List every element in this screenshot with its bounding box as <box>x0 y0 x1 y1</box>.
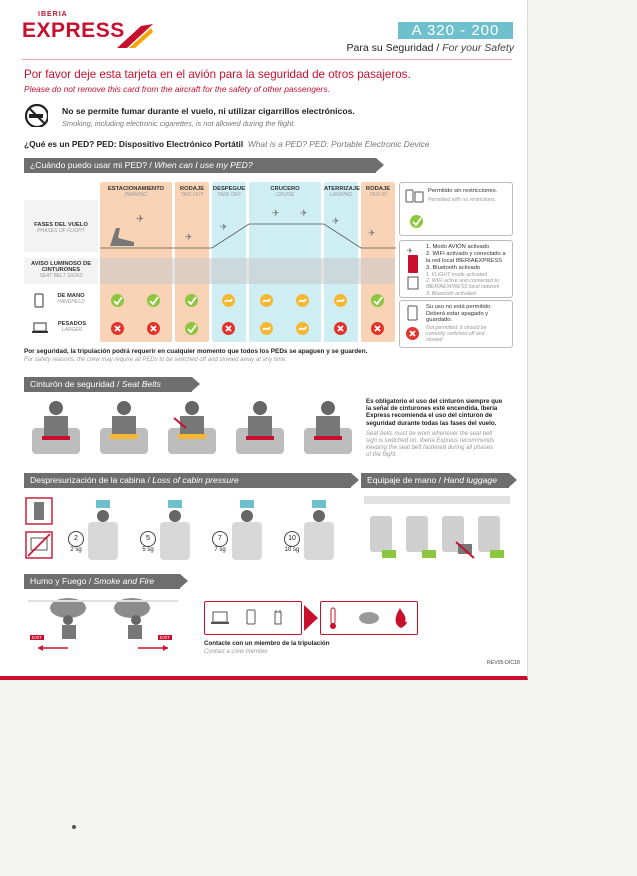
timer-step-3-label: 7 sg <box>214 547 226 553</box>
paper-speck <box>72 825 76 829</box>
row-phases-es: FASES DEL VUELO <box>34 222 88 228</box>
handheld-green-badge-icon <box>147 294 160 307</box>
legend-permitted-es: Permitido sin restricciones. <box>428 188 498 194</box>
phase-landing-en: LANDING <box>329 192 353 198</box>
seatbelt-en-line-3: keeping the seat belt fastened during all phases <box>366 444 494 451</box>
row-handheld-en: HANDHELD <box>57 299 85 305</box>
row-larger-en: LARGER <box>61 327 83 333</box>
legend-red-cross-icon <box>406 327 419 340</box>
notpermitted-en-line-3: stowed <box>426 337 443 344</box>
larger-red-badge-icon <box>111 322 124 335</box>
timer-step-4-label: 10 sg <box>284 547 300 553</box>
legend-green-check-icon <box>410 215 423 228</box>
ped-footnote-en: For safety reasons, the crew may require all PEDs to be switched off and stowed away at any time. <box>24 357 287 363</box>
ped-banner-arrow <box>376 158 384 172</box>
larger-yellow-badge-icon <box>260 322 273 335</box>
device-off-icon <box>405 305 421 321</box>
notpermitted-es-line-3: guardado. <box>426 317 453 323</box>
svg-text:✈: ✈ <box>136 214 145 225</box>
seatbelt-banner <box>24 377 192 392</box>
luggage-banner-es: Equipaje de mano / <box>367 475 444 485</box>
ped-footnote-es: Por seguridad, la tripulación podrá requerir en cualquier momento que todos los PEDs se apaguen y se guarden. <box>24 348 368 355</box>
timer-step-1-label: 2 sg <box>70 547 82 553</box>
larger-red-badge-icon <box>371 322 384 335</box>
mode-es-line-1: 1. Modo AVIÓN activado <box>426 244 490 250</box>
phase-cruise-en: CRUISE <box>275 192 295 198</box>
devices-icon <box>404 187 424 207</box>
pressure-banner <box>24 473 351 488</box>
notpermitted-es-line-2: Deberá estar apagado y <box>426 310 489 317</box>
ped-usage-banner <box>24 158 376 173</box>
phase-parking-en: PARKING <box>124 192 148 198</box>
seatbelt-step-1 <box>32 401 80 454</box>
handheld-green-badge-icon <box>185 294 198 307</box>
card-revision-code: REV05-DIC18 <box>487 660 520 666</box>
ped-status-grid <box>24 182 399 344</box>
seatbelt-es-line-3: Express recomienda el uso del cinturón de <box>366 412 493 420</box>
seatbelt-step-5 <box>304 401 352 454</box>
ped-definition <box>24 139 429 149</box>
legend-notpermitted-es <box>426 304 492 324</box>
notpermitted-en-line-1: Not permitted, it should be <box>426 325 487 331</box>
safety-title <box>300 42 514 54</box>
svg-text:✈: ✈ <box>220 222 228 232</box>
larger-red-badge-icon <box>334 322 347 335</box>
legend-notpermitted-en <box>426 325 487 344</box>
brand-logo-text: EXPRESS <box>22 19 125 42</box>
aircraft-type-badge: A 320 - 200 <box>398 22 513 39</box>
no-smoking-icon <box>24 103 48 127</box>
phase-landing-es: ATERRIZAJE <box>324 186 360 192</box>
mode-en-line-4: 3. Bluetooth activated <box>426 290 476 297</box>
mode-en-line-1: 1. FLIGHT mode activated <box>426 272 487 278</box>
timer-step-3: 7 7 sg <box>210 531 230 553</box>
legend-modes <box>399 240 513 298</box>
handheld-yellow-badge-icon <box>334 294 347 307</box>
phase-taxi-in-es: RODAJE <box>365 186 391 192</box>
no-smoking-en: Smoking, including electronic cigarettes, is not allowed during the flight. <box>62 119 296 128</box>
seatbelt-banner-en: Seat Belts <box>121 379 161 389</box>
ped-devices-icons <box>205 602 301 634</box>
ped-legend <box>399 182 511 346</box>
exit-sign-right: EXIT <box>160 635 171 640</box>
mode-es-line-2: 2. WIFI activado y conectado a <box>426 251 506 257</box>
seatbelt-step-4 <box>236 401 284 454</box>
smoke-banner-arrow <box>180 574 188 588</box>
pressure-banner-arrow <box>351 473 359 487</box>
contact-crew-en: Contact a crew member <box>204 649 268 655</box>
oxygen-mask-illustrations <box>58 498 348 568</box>
seatbelt-text <box>366 398 516 459</box>
row-seatbelt-es: AVISO LUMINOSO DE CINTURONES <box>30 261 92 273</box>
larger-red-badge-icon <box>222 322 235 335</box>
larger-green-badge-icon <box>185 322 198 335</box>
ped-banner-en: When can I use my PED? <box>154 160 253 170</box>
luggage-illustrations <box>362 496 512 566</box>
safety-title-en: For your Safety <box>442 42 514 54</box>
seatbelt-banner-es: Cinturón de seguridad / <box>30 379 122 389</box>
seatbelt-step-3 <box>168 401 216 454</box>
safety-title-es: Para su Seguridad / <box>346 42 443 54</box>
ped-definition-en: What is a PED? PED: Portable Electronic Device <box>247 139 430 149</box>
legend-permitted <box>399 182 513 236</box>
mode-es-line-3: la red local IBERIAEXPRESS <box>426 258 503 264</box>
seatbelt-en-line-1: Seat belts must be worn whenever the seat belt <box>366 430 493 437</box>
handheld-yellow-badge-icon <box>260 294 273 307</box>
seatbelt-en-line-4: of the flight. <box>366 451 398 458</box>
arrow-right-icon <box>302 603 320 633</box>
timer-step-2: 5 5 sg <box>138 531 158 553</box>
notice-es: Por favor deje esta tarjeta en el avión para la seguridad de otros pasajeros. <box>24 68 411 81</box>
seatbelt-en-line-2: sign is switched on. Iberia Express recommends <box>366 437 495 444</box>
handheld-green-badge-icon <box>111 294 124 307</box>
svg-text:✈: ✈ <box>185 232 193 242</box>
svg-text:✈: ✈ <box>407 248 413 255</box>
wifi-bluetooth-icon <box>404 245 422 291</box>
luggage-banner <box>361 473 509 488</box>
smoke-banner <box>24 574 180 589</box>
contact-crew-es: Contacte con un miembro de la tripulación <box>204 640 330 647</box>
seatbelt-banner-arrow <box>192 377 200 391</box>
ped-banner-es: ¿Cuándo puedo usar mi PED? / <box>30 160 155 170</box>
pressure-banner-es: Despresurización de la cabina / <box>30 475 153 485</box>
no-smoking-es: No se permite fumar durante el vuelo, ni utilizar cigarrillos electrónicos. <box>62 106 355 116</box>
timer-step-2-label: 5 sg <box>142 547 154 553</box>
mode-en-line-2: 2. WIFI active and connected to <box>426 278 499 285</box>
legend-permitted-en: Permitted with no restrictions. <box>428 197 497 203</box>
handheld-yellow-badge-icon <box>296 294 309 307</box>
iberia-logo-icon <box>115 22 155 52</box>
notpermitted-es-line-1: Su uso no está permitido. <box>426 304 492 310</box>
seatbelt-es-line-2: la señal de cinturones esté encendida. Iberia <box>366 405 498 413</box>
larger-yellow-badge-icon <box>296 322 309 335</box>
exit-sign-left: EXIT <box>32 635 43 640</box>
seatbelt-illustrations <box>28 398 358 460</box>
legend-modes-en <box>426 272 499 297</box>
brand-small-label: IBERIA <box>38 11 68 18</box>
row-phases-en: PHASES OF FLIGHT <box>37 228 85 234</box>
ped-devices-box <box>204 601 302 635</box>
svg-text:✈: ✈ <box>300 208 308 218</box>
timer-step-1: 2 2 sg <box>66 531 86 553</box>
row-handheld-es: DE MANO <box>57 293 85 299</box>
legend-not-permitted <box>399 300 513 348</box>
mode-es-line-4: 3. Bluetooth activado <box>426 265 481 271</box>
pressure-device-icons <box>24 496 54 562</box>
phase-take-off-en: TAKE OFF <box>216 192 242 198</box>
notpermitted-en-line-2: correctly switched off and <box>426 331 485 338</box>
phase-cruise-es: CRUCERO <box>270 186 300 192</box>
smoke-illustration <box>28 596 178 654</box>
ped-definition-es: ¿Qué es un PED? PED: Dispositivo Electrónico Portátil <box>24 139 244 149</box>
handheld-green-badge-icon <box>371 294 384 307</box>
luggage-banner-arrow <box>509 473 517 487</box>
phase-taxi-in-en: TAXI IN <box>369 192 387 198</box>
smoke-banner-en: Smoke and Fire <box>93 576 155 586</box>
svg-text:✈: ✈ <box>368 228 376 238</box>
seatbelt-es-line-1: Es obligatorio el uso del cinturón siempre que <box>366 398 503 405</box>
seatbelt-step-2 <box>100 401 148 454</box>
pressure-banner-en: Loss of cabin pressure <box>152 475 239 485</box>
svg-text:✈: ✈ <box>332 216 340 226</box>
phase-parking-es: ESTACIONAMIENTO <box>107 186 165 192</box>
seatbelt-es-line-4: seguridad durante todas las fases del vuelo. <box>366 419 497 427</box>
luggage-banner-en: Hand luggage <box>443 475 497 485</box>
ped-table <box>24 182 399 344</box>
legend-modes-es <box>426 244 506 272</box>
mode-en-line-3: IBERIAEXPRESS local network <box>426 284 500 291</box>
smoke-banner-es: Humo y Fuego / <box>30 576 94 586</box>
timer-step-4: 10 10 sg <box>282 531 302 553</box>
phase-taxi-out-es: RODAJE <box>179 186 205 192</box>
svg-text:✈: ✈ <box>272 208 280 218</box>
header-divider <box>22 59 512 60</box>
hazards-box <box>320 601 418 635</box>
phase-taxi-out-en: TAXI OUT <box>180 192 204 198</box>
larger-red-badge-icon <box>147 322 160 335</box>
notice-en: Please do not remove this card from the aircraft for the safety of other passengers. <box>24 84 330 94</box>
handheld-yellow-badge-icon <box>222 294 235 307</box>
heat-smoke-fire-icons <box>321 602 417 634</box>
phase-take-off-es: DESPEGUE <box>212 186 246 192</box>
row-seatbelt-en: SEAT BELT SIGNS <box>39 273 83 279</box>
row-larger-es: PESADOS <box>57 321 87 327</box>
